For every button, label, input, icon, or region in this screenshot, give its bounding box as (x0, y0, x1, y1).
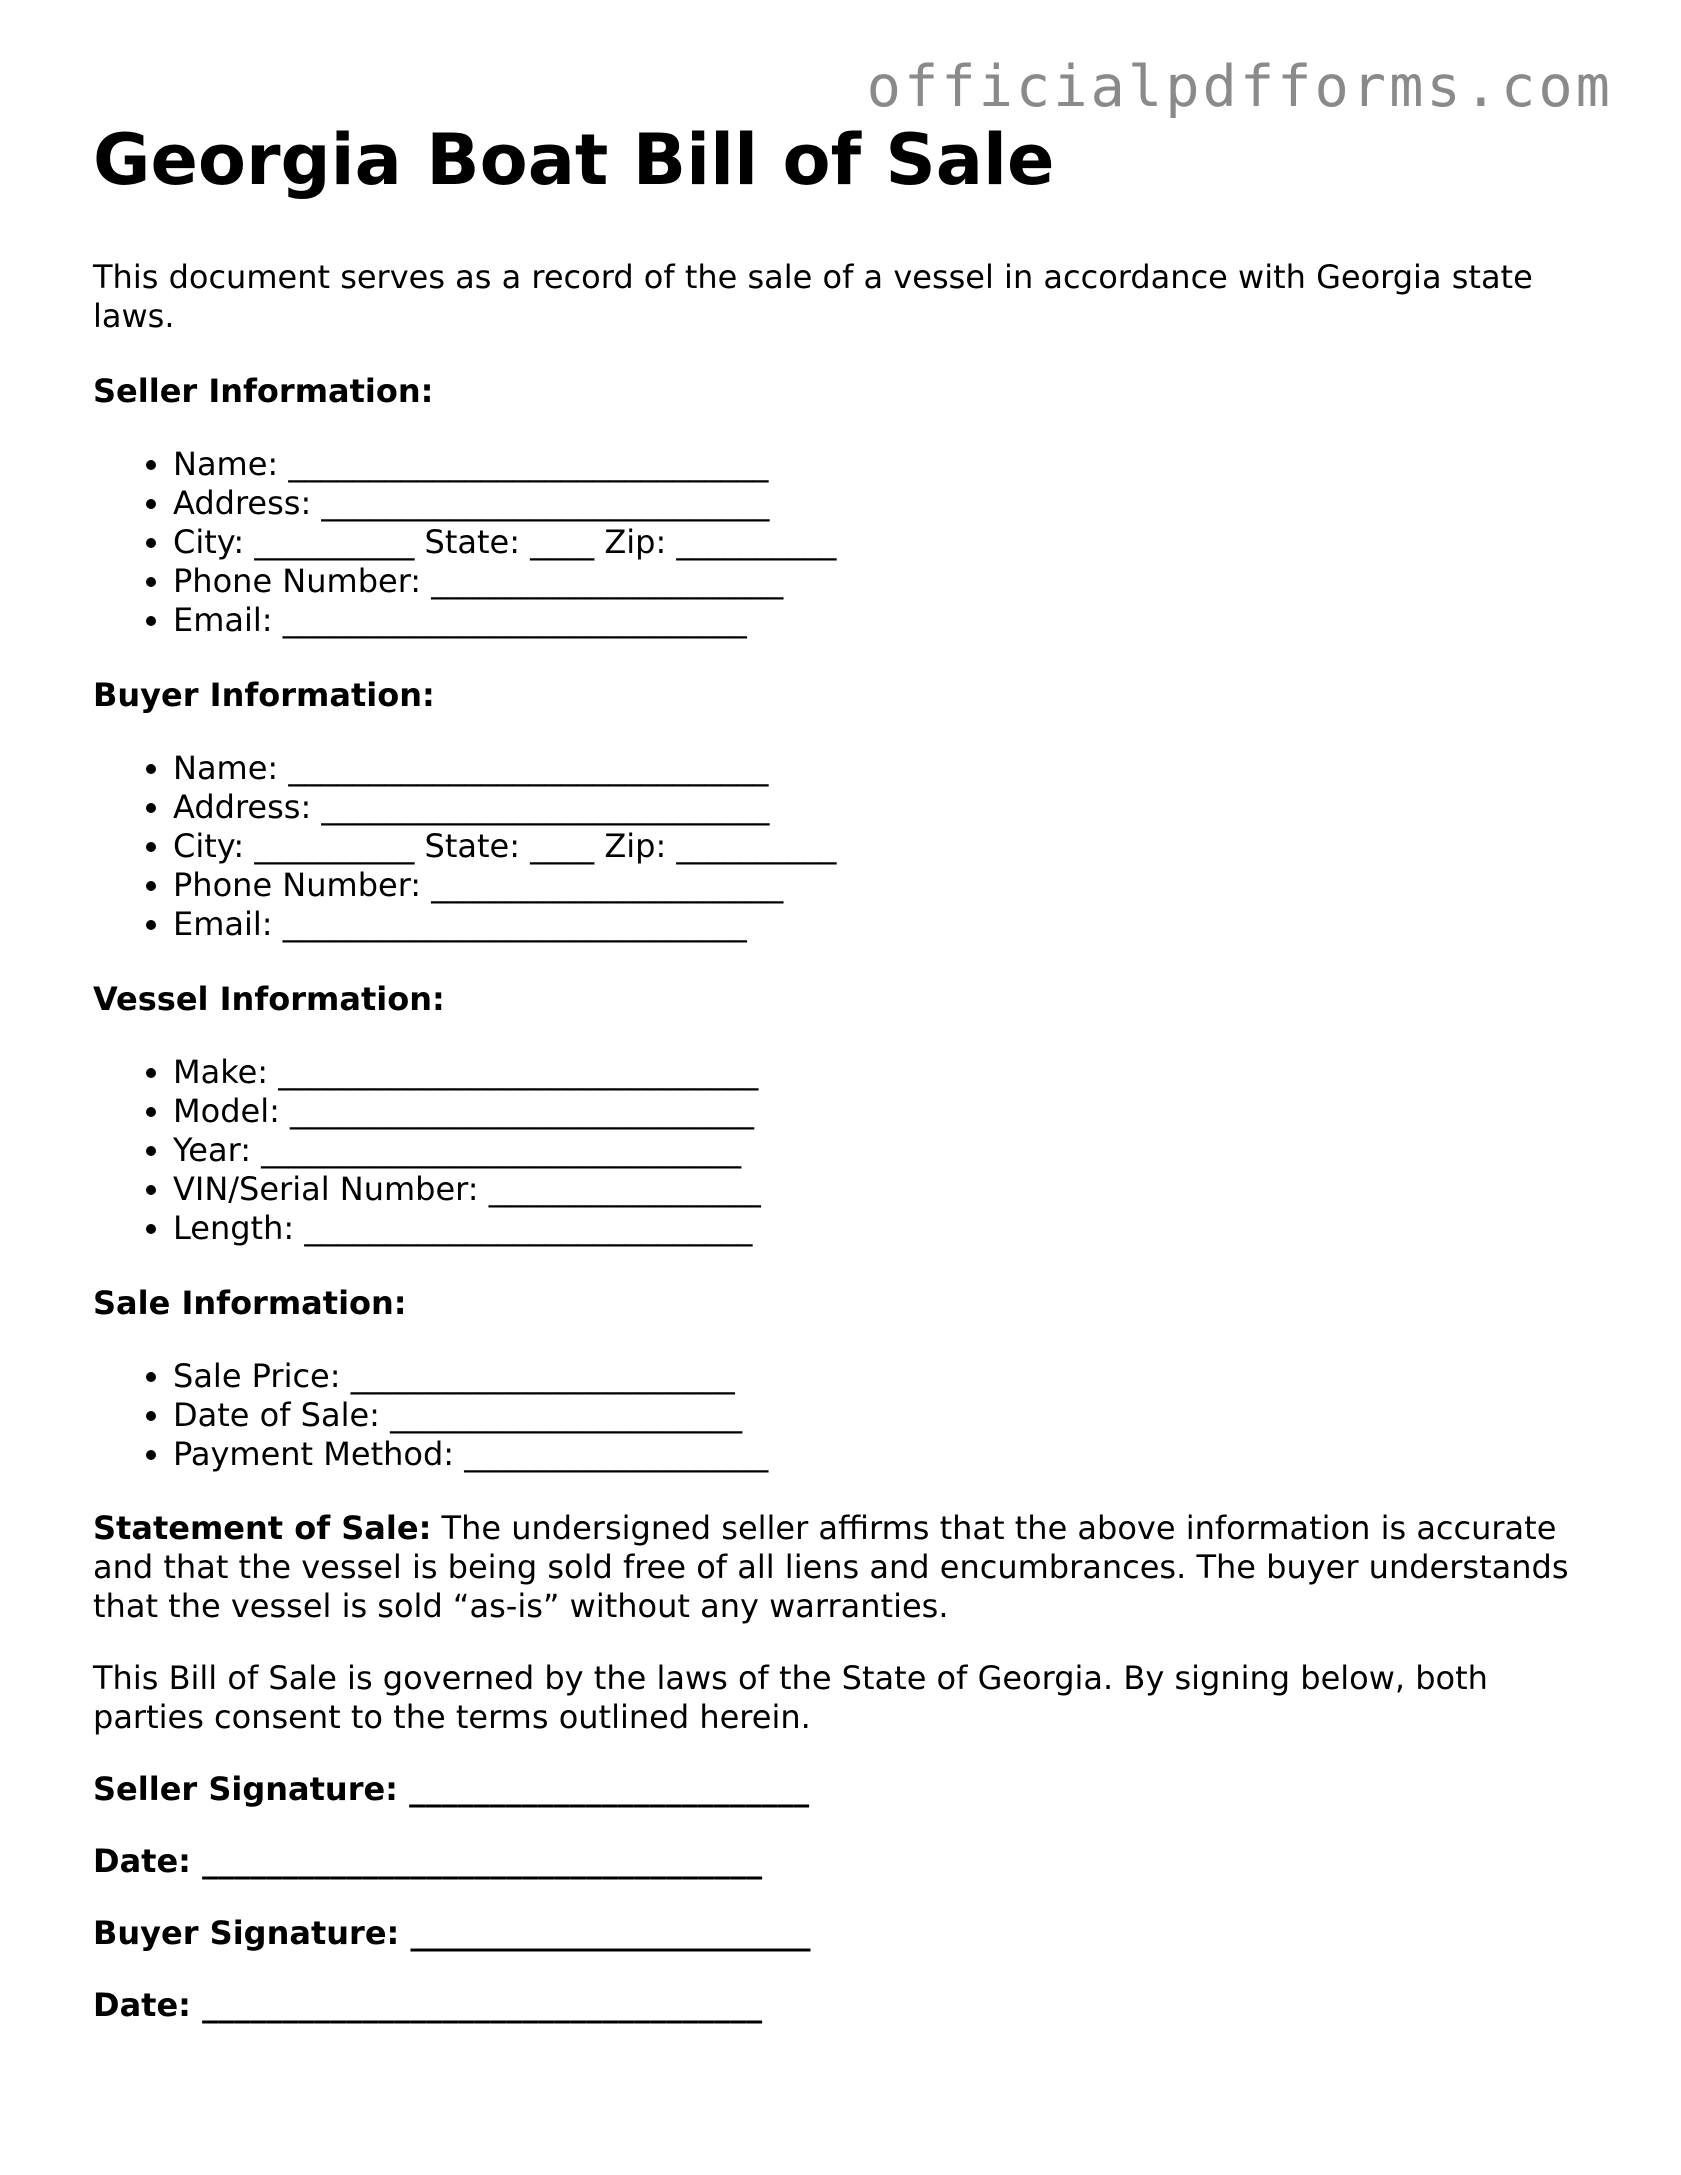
sale-heading: Sale Information: (93, 1284, 407, 1322)
buyer-list (93, 749, 1593, 944)
vessel-length-field[interactable]: • Length: ____________________________ (173, 1209, 1593, 1248)
seller-phone-field[interactable]: • Phone Number: ______________________ (173, 562, 1593, 601)
buyer-city-state-zip-field[interactable]: • City: __________ State: ____ Zip: __________ (173, 827, 1593, 866)
buyer-address-field[interactable]: • Address: ____________________________ (173, 788, 1593, 827)
buyer-signature-field[interactable]: Buyer Signature: _________________________ (93, 1914, 811, 1952)
statement-of-sale (93, 1509, 1593, 1626)
buyer-date-field[interactable]: Date: ___________________________________ (93, 1986, 763, 2024)
document-page (93, 118, 1593, 2025)
buyer-email-field[interactable]: • Email: _____________________________ (173, 905, 1593, 944)
sale-price-field[interactable]: • Sale Price: ________________________ (173, 1357, 1593, 1396)
vessel-heading: Vessel Information: (93, 980, 445, 1018)
seller-list (93, 445, 1593, 640)
seller-city-state-zip-field[interactable]: • City: __________ State: ____ Zip: __________ (173, 523, 1593, 562)
statement-label: Statement of Sale: (93, 1509, 432, 1547)
seller-heading: Seller Information: (93, 372, 434, 410)
seller-email-field[interactable]: • Email: _____________________________ (173, 601, 1593, 640)
statement-text: The undersigned seller affirms that the above information is accurate and that the vessel is being sold free of all liens and encumbrances. The buyer understands that the vessel is sold “as-is” without any warranties. (93, 1509, 1569, 1625)
buyer-heading: Buyer Information: (93, 676, 435, 714)
page-title: Georgia Boat Bill of Sale (93, 119, 1055, 201)
sale-list (93, 1357, 1593, 1474)
vessel-model-field[interactable]: • Model: _____________________________ (173, 1092, 1593, 1131)
sale-date-field[interactable]: • Date of Sale: ______________________ (173, 1396, 1593, 1435)
seller-signature-field[interactable]: Seller Signature: _________________________ (93, 1770, 810, 1808)
vessel-year-field[interactable]: • Year: ______________________________ (173, 1131, 1593, 1170)
seller-date-field[interactable]: Date: ___________________________________ (93, 1842, 763, 1880)
seller-address-field[interactable]: • Address: ____________________________ (173, 484, 1593, 523)
vessel-list (93, 1053, 1593, 1248)
vessel-vin-field[interactable]: • VIN/Serial Number: _________________ (173, 1170, 1593, 1209)
buyer-name-field[interactable]: • Name: ______________________________ (173, 749, 1593, 788)
vessel-make-field[interactable]: • Make: ______________________________ (173, 1053, 1593, 1092)
buyer-phone-field[interactable]: • Phone Number: ______________________ (173, 866, 1593, 905)
governing-law-paragraph: This Bill of Sale is governed by the laws of the State of Georgia. By signing below, both parties consent to the terms outlined herein. (93, 1659, 1488, 1736)
intro-paragraph: This document serves as a record of the sale of a vessel in accordance with Georgia state laws. (93, 258, 1533, 335)
seller-name-field[interactable]: • Name: ______________________________ (173, 445, 1593, 484)
payment-method-field[interactable]: • Payment Method: ___________________ (173, 1435, 1593, 1474)
watermark: officialpdfforms.com (866, 54, 1613, 120)
